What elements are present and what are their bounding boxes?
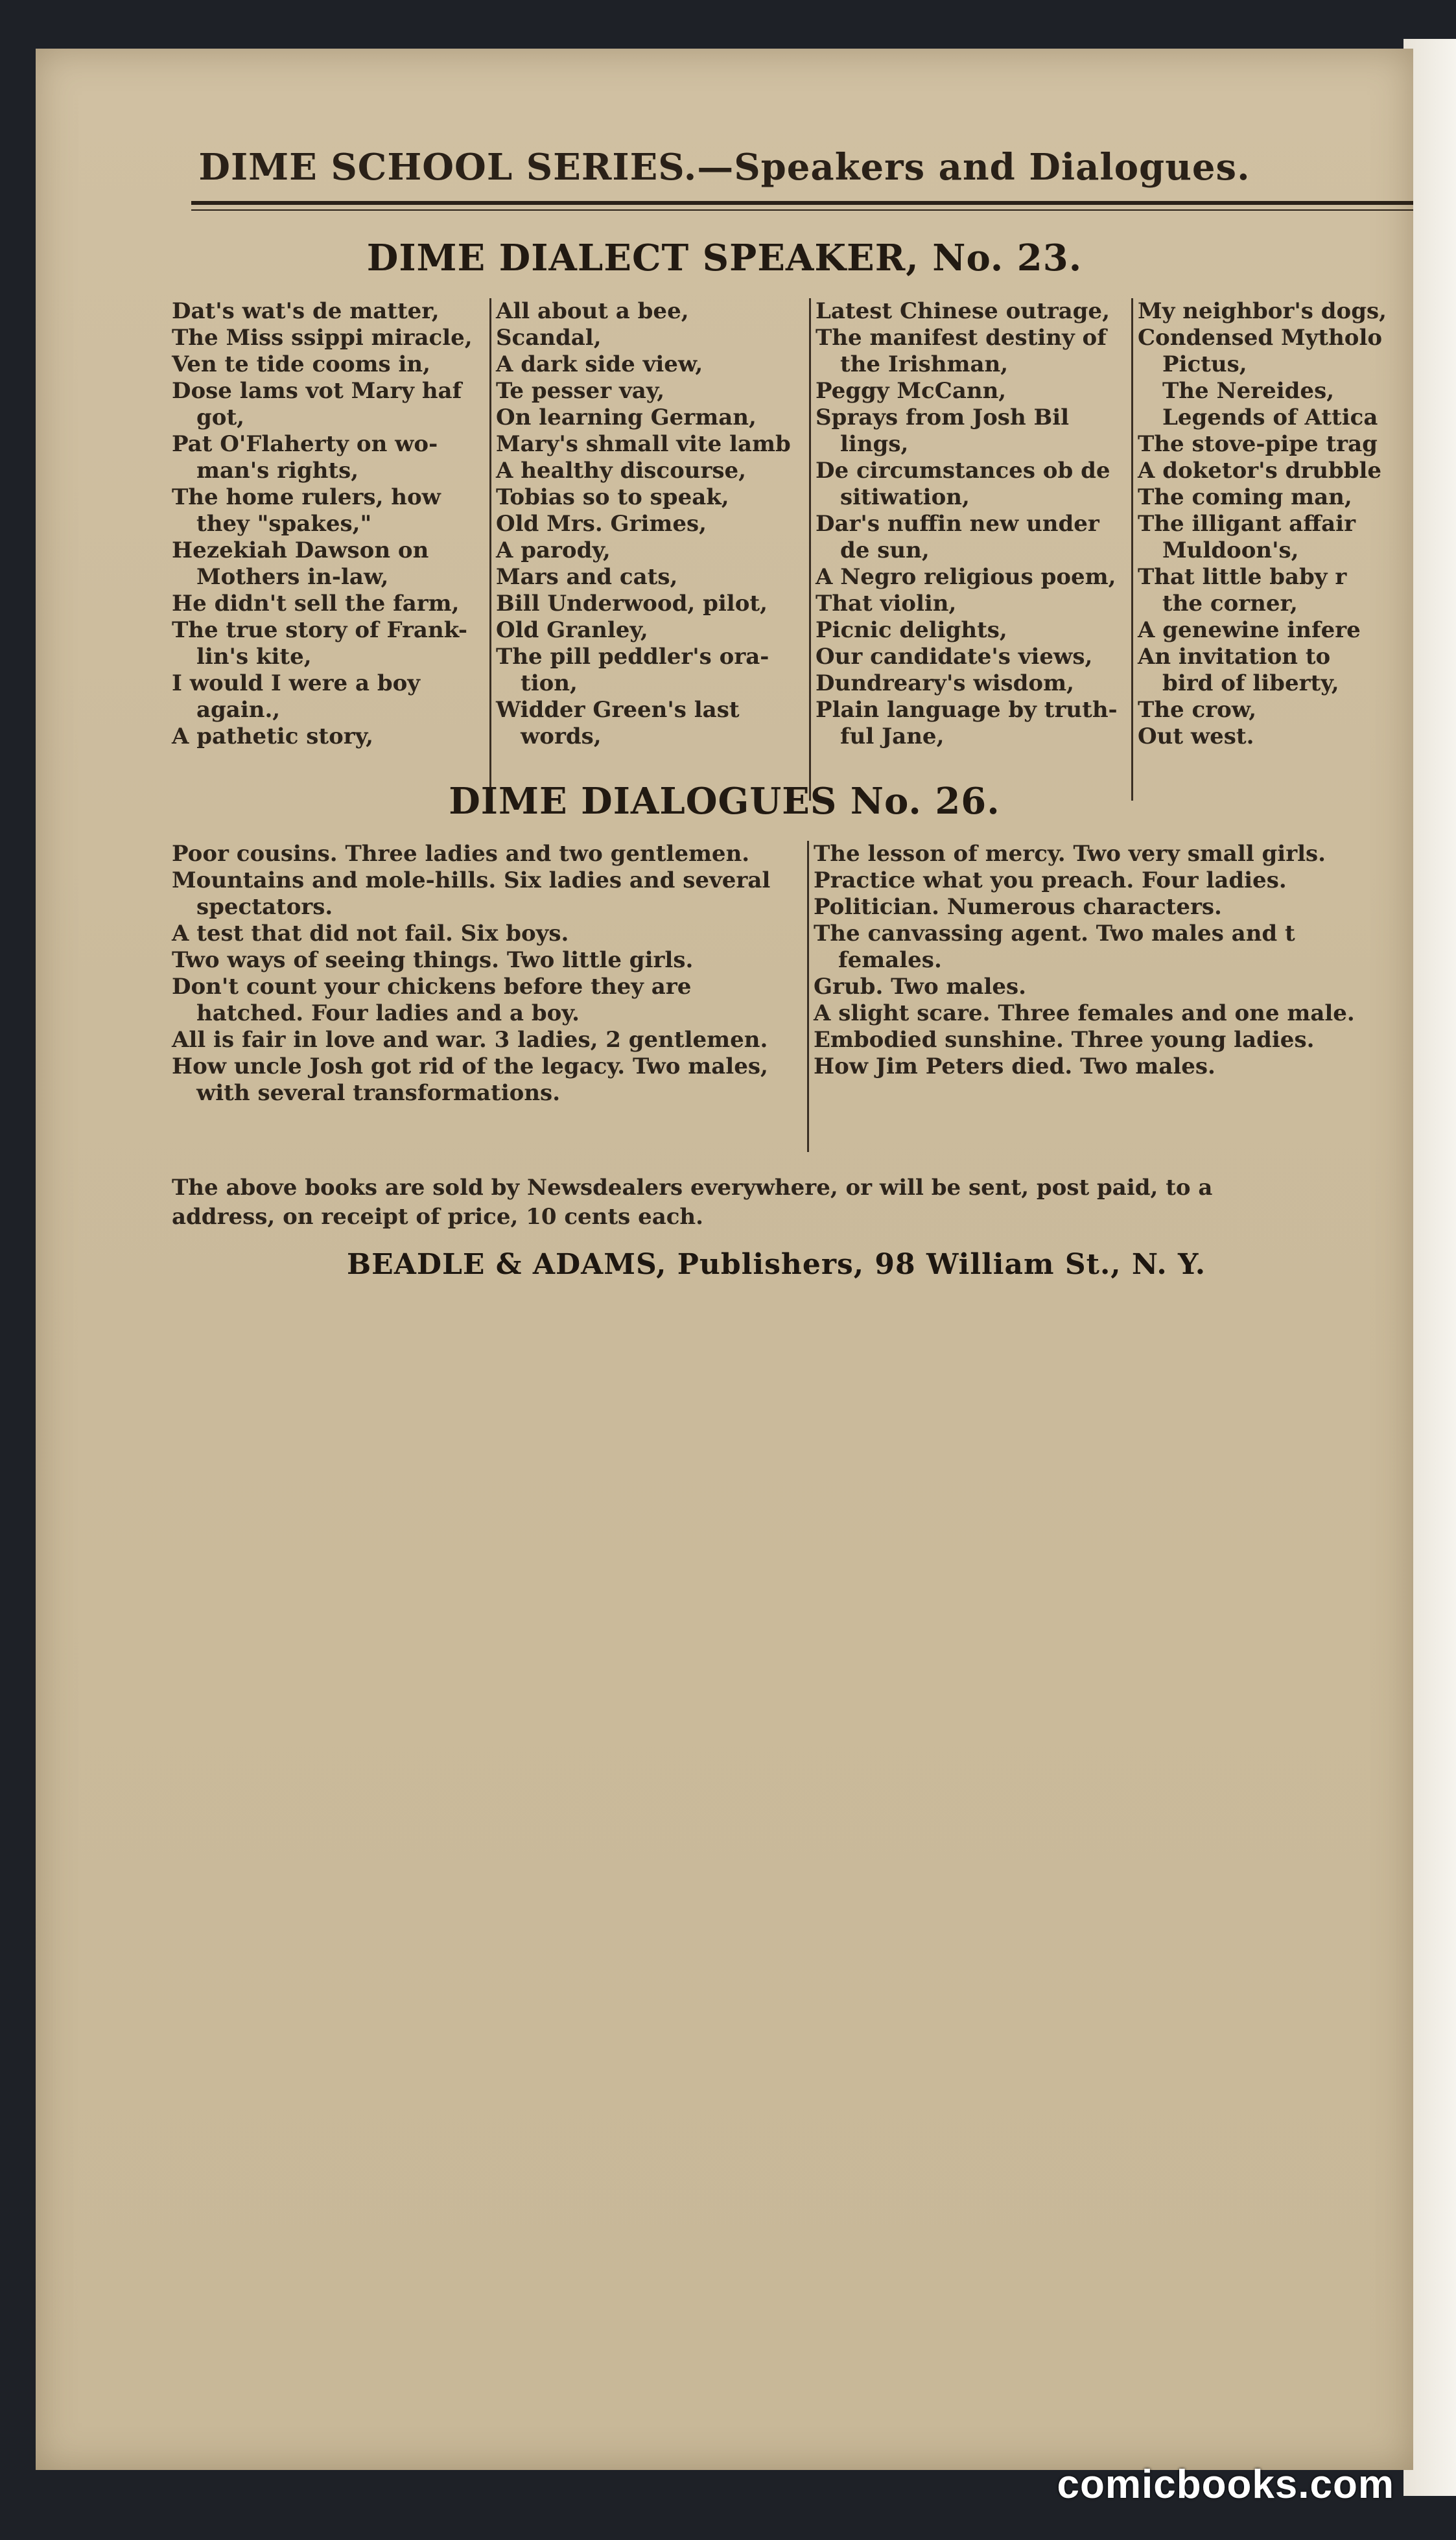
column-divider: [807, 841, 809, 1152]
speaker-item: Tobias so to speak,: [496, 484, 729, 510]
speaker-item: Dar's nuffin new under: [816, 511, 1099, 537]
speaker-item: A pathetic story,: [172, 723, 374, 749]
speaker-item: they "spakes,": [196, 511, 372, 537]
dialogue-item: Don't count your chickens before they are: [172, 974, 692, 1000]
speaker-item: Mary's shmall vite lamb: [496, 431, 791, 457]
speaker-item: That violin,: [816, 591, 957, 617]
speaker-item: Condensed Mytholo: [1138, 325, 1383, 351]
speaker-item: De circumstances ob de: [816, 458, 1110, 484]
header-rule-thin: [191, 209, 1413, 211]
speaker-item: bird of liberty,: [1162, 670, 1339, 696]
speaker-item: The illigant affair: [1138, 511, 1356, 537]
speaker-item: A healthy discourse,: [496, 458, 746, 484]
speaker-item: An invitation to: [1138, 644, 1331, 670]
speaker-item: Dundreary's wisdom,: [816, 670, 1074, 696]
dialogue-item: All is fair in love and war. 3 ladies, 2 gentlemen.: [172, 1027, 768, 1053]
speaker-item: the Irishman,: [840, 351, 1009, 377]
dialogues-column-1: [172, 841, 801, 1107]
speaker-item: ful Jane,: [840, 723, 945, 749]
dialogue-item: The lesson of mercy. Two very small girls.: [814, 841, 1326, 867]
speaker-item: de sun,: [840, 537, 930, 563]
speaker-item: Out west.: [1138, 723, 1254, 749]
dialogue-item: A test that did not fail. Six boys.: [172, 921, 569, 947]
speaker-column-3: [816, 298, 1136, 750]
dialogue-item: How uncle Josh got rid of the legacy. Two males,: [172, 1053, 768, 1079]
mail-order-notice: [172, 1173, 1413, 1232]
column-divider: [1131, 298, 1133, 801]
dialogue-item: How Jim Peters died. Two males.: [814, 1053, 1215, 1079]
speaker-item: My neighbor's dogs,: [1138, 298, 1387, 324]
speaker-item: tion,: [521, 670, 578, 696]
speaker-item: Our candidate's views,: [816, 644, 1093, 670]
speaker-item: The home rulers, how: [172, 484, 441, 510]
speaker-item: Picnic delights,: [816, 617, 1007, 643]
speaker-item: The stove-pipe trag: [1138, 431, 1378, 457]
speaker-item: again.,: [196, 697, 281, 723]
speaker-column-4: [1138, 298, 1410, 750]
speaker-item: sitiwation,: [840, 484, 970, 510]
speaker-item: Old Granley,: [496, 617, 648, 643]
dialogues-title: DIME DIALOGUES No. 26.: [449, 780, 1000, 823]
speaker-item: The pill peddler's ora-: [496, 644, 769, 670]
speaker-item: Pictus,: [1162, 351, 1247, 377]
speaker-item: lings,: [840, 431, 909, 457]
dialogue-item: A slight scare. Three females and one male.: [814, 1000, 1355, 1026]
speaker-item: The Miss ssippi miracle,: [172, 325, 473, 351]
dialogue-item: The canvassing agent. Two males and t: [814, 921, 1295, 947]
speaker-item: A parody,: [496, 537, 611, 563]
speaker-item: Sprays from Josh Bil: [816, 405, 1070, 430]
speaker-item: Bill Underwood, pilot,: [496, 591, 768, 617]
speaker-item: lin's kite,: [196, 644, 312, 670]
column-divider: [489, 298, 491, 801]
speaker-item: The true story of Frank-: [172, 617, 467, 643]
speaker-item: Pat O'Flaherty on wo-: [172, 431, 438, 457]
speaker-item: man's rights,: [196, 458, 359, 484]
speaker-item: A genewine infere: [1138, 617, 1361, 643]
dialogue-item: Politician. Numerous characters.: [814, 894, 1222, 920]
speaker-item: Latest Chinese outrage,: [816, 298, 1110, 324]
watermark: comicbooks.com: [1057, 2462, 1394, 2507]
speaker-item: The manifest destiny of: [816, 325, 1107, 351]
speaker-item: Hezekiah Dawson on: [172, 537, 429, 563]
speaker-item: Peggy McCann,: [816, 378, 1007, 404]
speaker-item: Muldoon's,: [1162, 537, 1299, 563]
speaker-item: Plain language by truth-: [816, 697, 1118, 723]
dialogue-item: Poor cousins. Three ladies and two gentlemen.: [172, 841, 750, 867]
speaker-item: He didn't sell the farm,: [172, 591, 460, 617]
speaker-item: the corner,: [1162, 591, 1298, 617]
speaker-item: Ven te tide cooms in,: [172, 351, 430, 377]
publisher-imprint: BEADLE & ADAMS, Publishers, 98 William St., N. Y.: [346, 1248, 1206, 1281]
dialogue-item: hatched. Four ladies and a boy.: [196, 1000, 580, 1026]
speaker-item: Scandal,: [496, 325, 602, 351]
dialogue-item: with several transformations.: [196, 1080, 561, 1106]
dialogue-item: Practice what you preach. Four ladies.: [814, 867, 1287, 893]
speaker-item: A Negro religious poem,: [816, 564, 1116, 590]
speaker-item: I would I were a boy: [172, 670, 421, 696]
series-header: DIME SCHOOL SERIES.—Speakers and Dialogues.: [198, 146, 1251, 189]
speaker-item: words,: [521, 723, 602, 749]
speaker-item: Dat's wat's de matter,: [172, 298, 440, 324]
dialogues-column-2: [814, 841, 1413, 1080]
speaker-column-2: [496, 298, 814, 750]
dialogue-item: Grub. Two males.: [814, 974, 1026, 1000]
dialogue-item: Mountains and mole-hills. Six ladies and several: [172, 867, 771, 893]
speaker-item: The crow,: [1138, 697, 1257, 723]
notice-line-1: The above books are sold by Newsdealers everywhere, or will be sent, post paid, to a: [172, 1175, 1213, 1201]
speaker-item: Mars and cats,: [496, 564, 678, 590]
speaker-item: That little baby r: [1138, 564, 1347, 590]
speaker-item: got,: [196, 405, 244, 430]
dialogue-item: Embodied sunshine. Three young ladies.: [814, 1027, 1315, 1053]
speaker-item: The coming man,: [1138, 484, 1352, 510]
column-divider: [809, 298, 811, 801]
speaker-item: Legends of Attica: [1162, 405, 1378, 430]
dialogue-item: spectators.: [196, 894, 333, 920]
dialogue-item: females.: [838, 947, 942, 973]
speaker-item: A doketor's drubble: [1138, 458, 1382, 484]
speaker-item: Dose lams vot Mary haf: [172, 378, 462, 404]
book-page: [36, 49, 1413, 2470]
dialogue-item: Two ways of seeing things. Two little girls.: [172, 947, 694, 973]
speaker-item: Te pesser vay,: [496, 378, 665, 404]
speaker-item: Old Mrs. Grimes,: [496, 511, 707, 537]
speaker-item: A dark side view,: [496, 351, 703, 377]
speaker-title: DIME DIALECT SPEAKER, No. 23.: [366, 237, 1083, 279]
speaker-item: On learning German,: [496, 405, 757, 430]
speaker-column-1: [172, 298, 515, 750]
header-rule: [191, 201, 1413, 205]
speaker-item: The Nereides,: [1162, 378, 1335, 404]
speaker-item: Mothers in-law,: [196, 564, 389, 590]
notice-line-2: address, on receipt of price, 10 cents each.: [172, 1204, 703, 1230]
speaker-item: Widder Green's last: [496, 697, 740, 723]
speaker-item: All about a bee,: [496, 298, 689, 324]
